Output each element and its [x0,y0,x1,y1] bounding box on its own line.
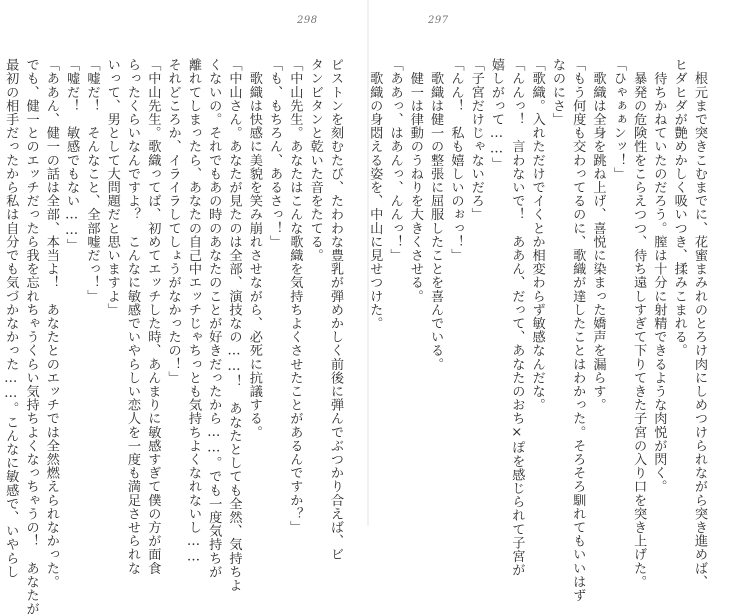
text-line: 待ちかねていたのだろう。膣は十分に射精できるような肉悦が閃く。 [651,58,667,494]
text-line: 「んんっ！ 言わないで！ ああん、だって、あなたのおち×ぽを感じられて子宮が [509,58,525,577]
text-line: 最初の相手だったから私は自分でも気づかなかった……。こんなに敏感で、いやらし [3,58,19,579]
page-number: 298 [297,15,318,26]
text-line: 根元まで突きこむまでに、花蜜まみれのとろけ肉にしめつけられながら突き進めば、 [692,58,707,589]
text-line: 離れてしまったら、あなたの自己中エッチじゃちっとも気持ちよくなれないし…… [185,58,201,565]
left-page [0,0,367,616]
text-line: 「中山さん。あなたが見たのは全部、演技なの……！ あなたとしても全然、気持ちよ [226,58,242,592]
text-line: 「歌織。入れただけでイくとか相変わらず敏感なんだな。 [529,58,545,412]
vertical-text-block [367,58,709,602]
text-line: 「もう何度も交わってるのに、歌織が達したことはわかった。そろそろ馴れてもいいはず [570,58,586,602]
vertical-text-block [3,58,345,616]
text-line: ヒダヒダが艶めかしく吸いつき、揉みこまれる。 [671,58,687,358]
text-line: いって、男として大問題だと思いますよ」 [104,58,120,317]
text-line: 歌織は健一の整張に屈服したことを喜んでいる。 [428,58,444,371]
text-line: らったくらいなんですよ？ こんなに敏感でいやらしい恋人を一度も満足させられな [125,58,141,575]
text-line: 「も、もちろん、あるさっ！」 [267,58,283,249]
text-line: 嬉しがって……」 [489,58,505,171]
text-line: 「中山先生。歌織ってば、初めてエッチした時、あんまりに敏感すぎて僕の方が面食 [145,58,161,575]
text-line: それどころか、イライラしてしょうがなかったの！」 [165,58,181,385]
text-line: なのにさ」 [549,58,565,126]
text-line: 暴発の危険性をこらえつつ、待ち遠しすぎて下りてきた子宮の入り口を突き上げた。 [631,58,647,589]
text-line: 「ひゃぁぁンッ！」 [610,58,626,181]
text-line: 歌織の身悶える姿を、中山に見せつけた。 [367,58,383,330]
text-line: 「ああん、健一の話は全部、本当よ！ あなたとのエッチでは全然燃えられなかった。 [43,58,59,589]
text-line: 「中山先生。あなたはこんな歌織を気持ちよくさせたことがあるんですか？」 [287,58,303,534]
text-line: ピストンを刻むたび、たわわな豊乳が弾めかしく前後に弾んでぶつかり合えば、ビ [328,58,343,562]
right-page [367,0,736,602]
text-line: タンビタンと乾いた音をたてる。 [307,58,323,262]
text-line: 「嘘だ！ そんなこと、全部嘘だっ！」 [84,58,100,303]
page-number: 297 [428,15,449,26]
text-line: でも、健一とのエッチだったら我を忘れちゃうくらい気持ちよくなっちゃうの！ あなたが [23,58,39,616]
text-line: 健一は律動のうねりを大きくさせる。 [407,58,423,303]
text-line: 「子宮だけじゃないだろ」 [468,58,484,222]
text-line: 歌織は快感に美貌を笑み崩れさせながら、必死に抗議する。 [246,58,262,439]
text-line: くないの。それでもあの時のあなたのことが好きだったから……。でも一度気持ちが [206,58,222,579]
text-line: 「ああっ、はあんっ、んんっ！」 [387,58,403,262]
text-line: 「んん！ 私も嬉しいのぉっ！」 [448,58,464,262]
text-line: 「嘘だ！ 敏感でもない……」 [64,58,80,252]
text-line: 歌織は全身を跳ね上げ、喜悦に染まった嬌声を漏らす。 [590,58,606,412]
